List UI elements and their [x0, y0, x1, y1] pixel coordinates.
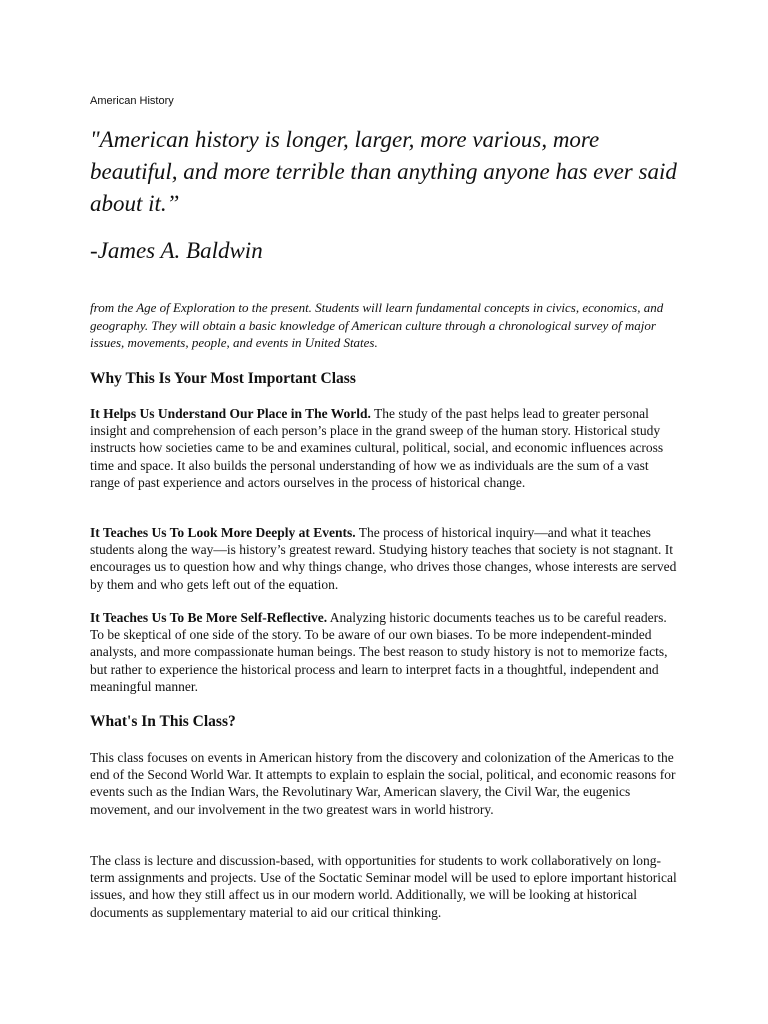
paragraph-lead: It Helps Us Understand Our Place in The World. [90, 406, 371, 421]
document-title: American History [90, 95, 174, 107]
paragraph-body: Analyzing historic documents teaches us to be careful readers. To be skeptical of one side of the story. To be aware of our own biases. To be more independent-minded analysts, and more compassionate human beings. The best reason to study history is not to memorize facts, but rather to experience the historical process and learn to interpret facts in a thoughtful, independent and meaningful manner. [90, 610, 668, 694]
section-heading-why: Why This Is Your Most Important Class [90, 370, 356, 387]
paragraph-body: The process of historical inquiry—and what it teaches students along the way—is history’s greatest reward. Studying history teaches that society is not stagnant. It encourages us to question how and why things change, who drives those changes, whose interests are served by them and who gets left out of the equation. [90, 525, 677, 592]
paragraph-place-in-world [90, 405, 680, 491]
paragraph-body: The study of the past helps lead to greater personal insight and comprehension of each person’s place in the grand sweep of the human story. Historical study instructs how societies came to be and examines cultural, political, social, and economic influences across time and space. It also builds the personal understanding of how we as individuals are the sum of a vast range of past experience and actors ourselves in the process of historical change. [90, 406, 664, 490]
paragraph-lead: It Teaches Us To Be More Self-Reflective. [90, 610, 328, 625]
opening-quote: "American history is longer, larger, more various, more beautiful, and more terrible than anything anyone has ever said about it.” [90, 127, 677, 216]
paragraph-lead: It Teaches Us To Look More Deeply at Events. [90, 525, 356, 540]
section-heading-class: What's In This Class? [90, 713, 236, 730]
paragraph-class-format: The class is lecture and discussion-based, with opportunities for students to work collaboratively on long-term assignments and projects. Use of the Soctatic Seminar model will be used to eplore important historical issues, and how they still affect us in our modern world. Additionally, we will be looking at historical documents as supplementary material to aid our critical thinking. [90, 853, 677, 920]
quote-attribution: -James A. Baldwin [90, 238, 263, 263]
paragraph-class-focus: This class focuses on events in American history from the discovery and colonization of the Americas to the end of the Second World War. It attempts to explain to esplain the social, political, and economic reasons for events such as the Indian Wars, the Revolutinary War, American slavery, the Civil War, the eugenics movement, and our involvement in the two greatest wars in world histrory. [90, 750, 676, 817]
course-intro: from the Age of Exploration to the present. Students will learn fundamental concepts in civics, economics, and geography. They will obtain a basic knowledge of American culture through a chronological survey of major issues, movements, people, and events in United States. [90, 300, 664, 350]
paragraph-self-reflective [90, 609, 680, 695]
paragraph-look-deeply [90, 524, 680, 593]
